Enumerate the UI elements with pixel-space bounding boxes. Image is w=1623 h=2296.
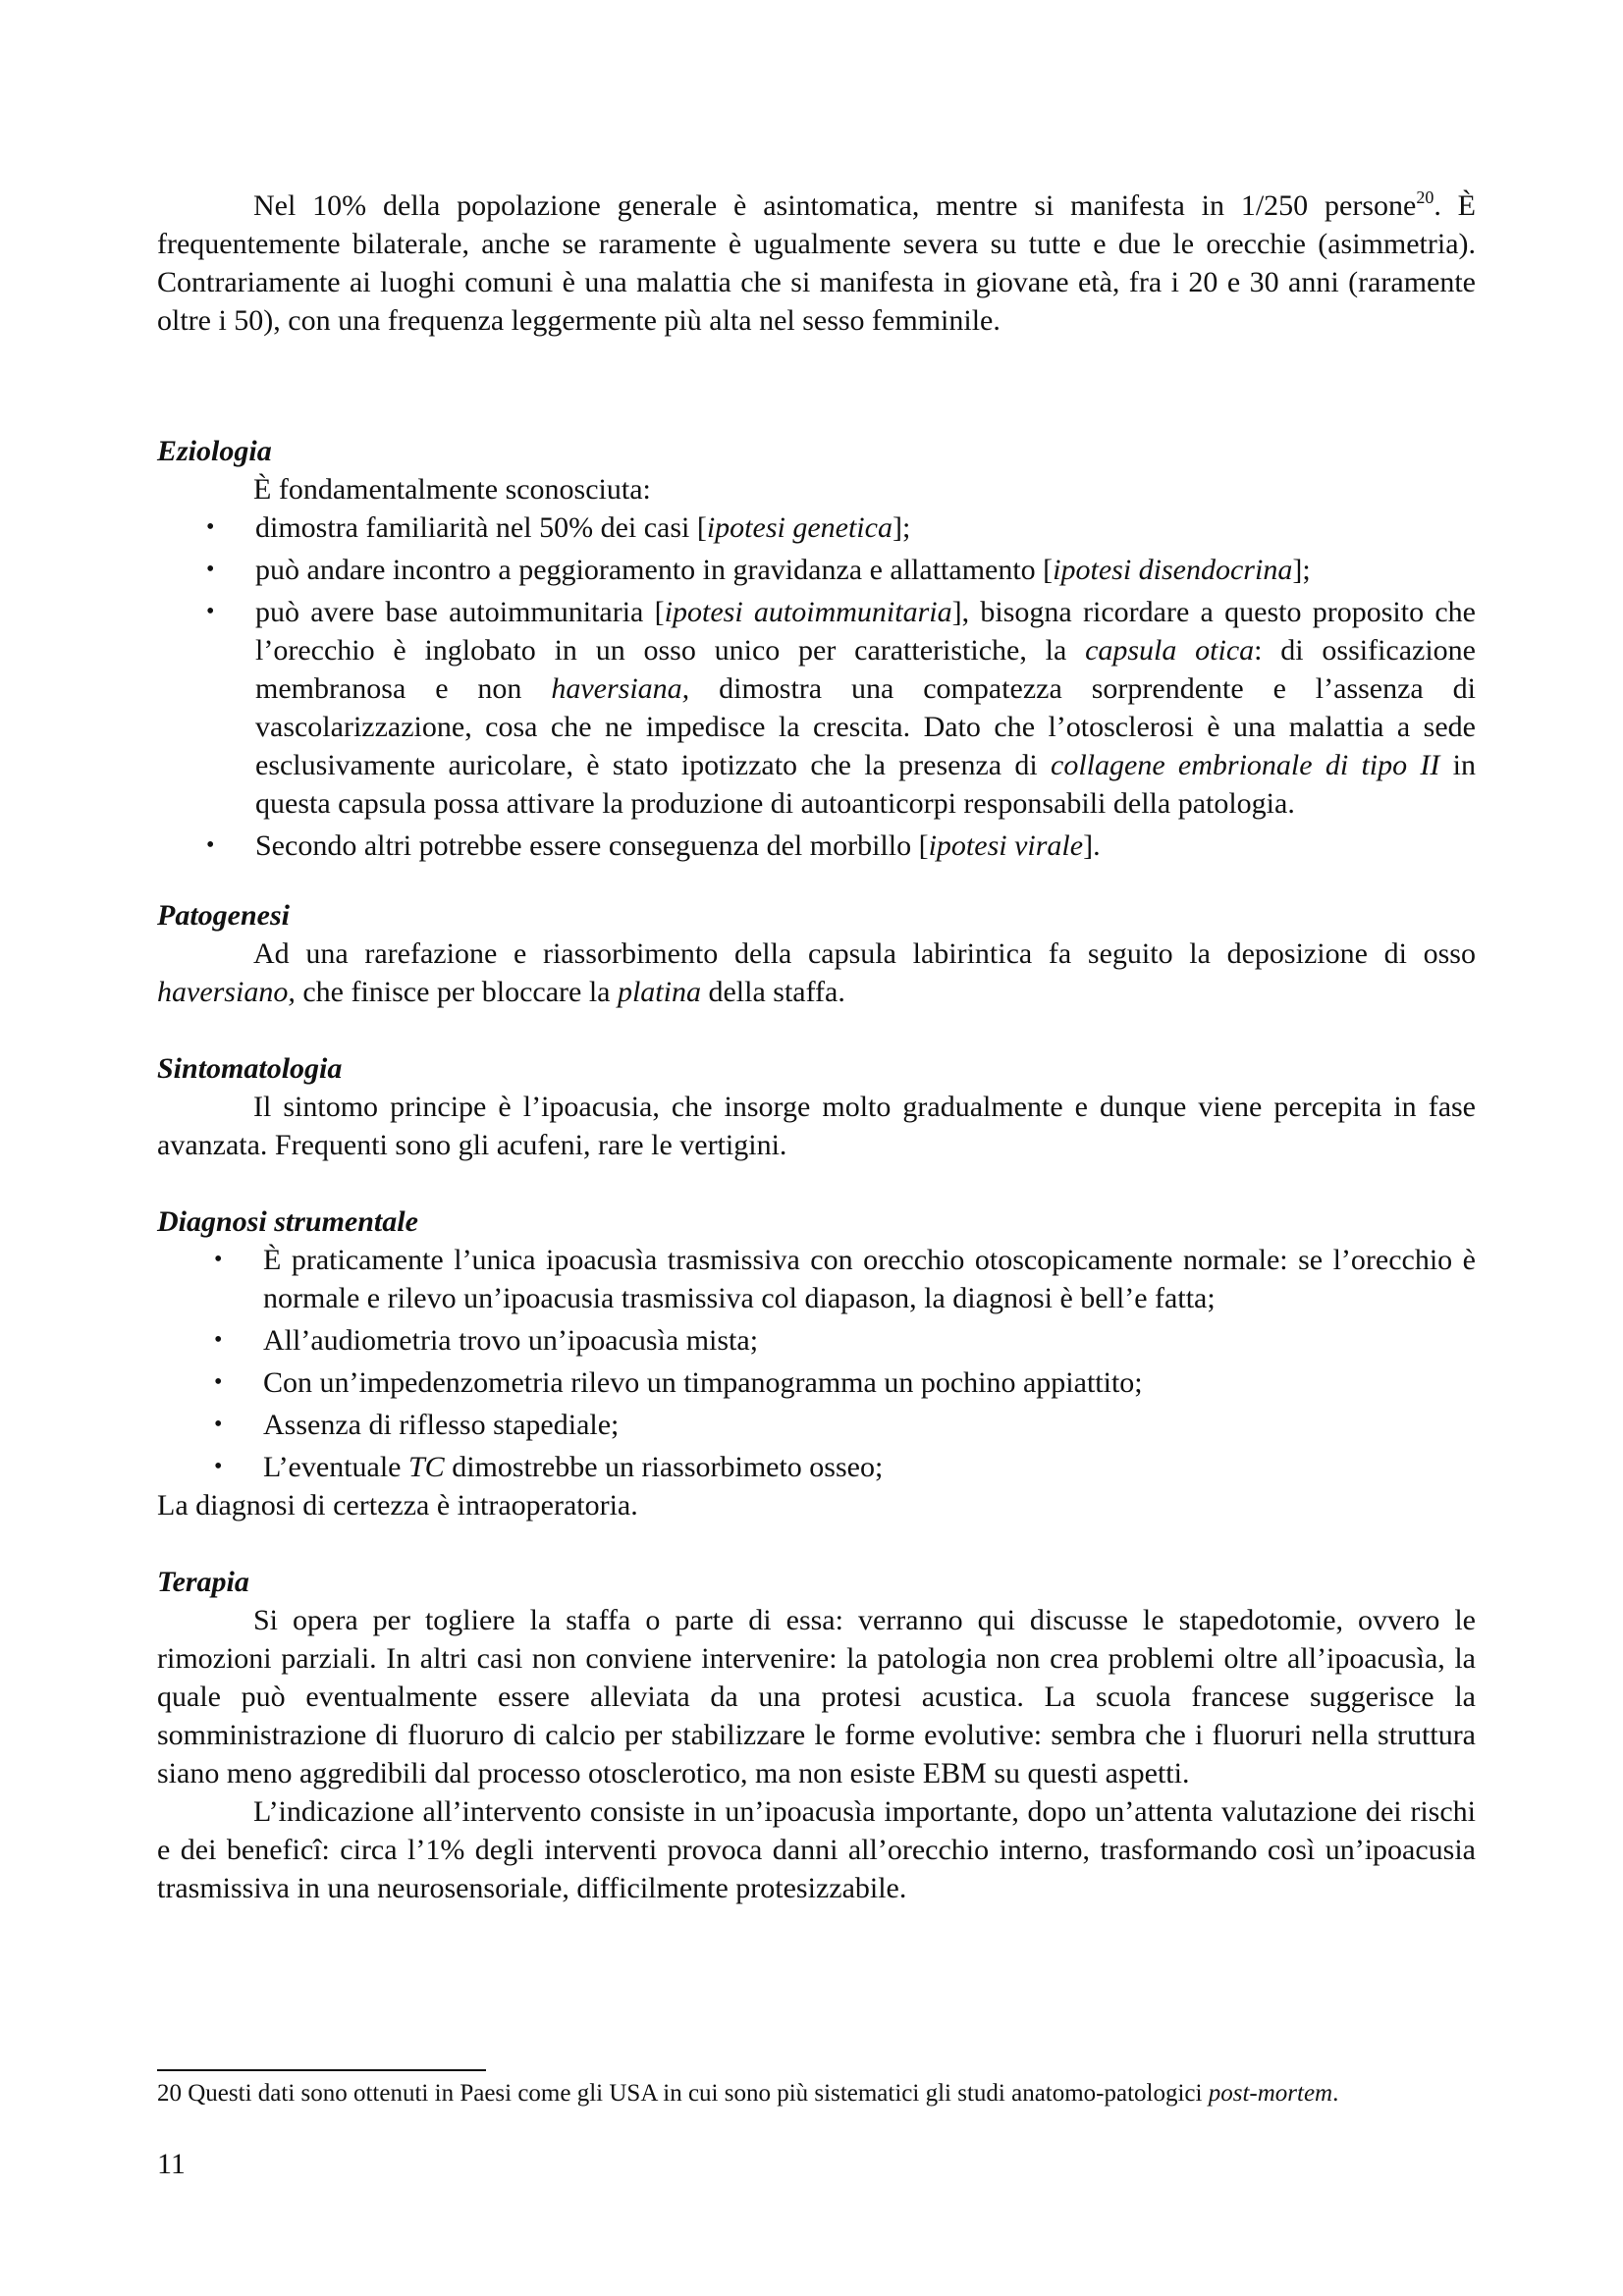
bullet-icon: • [214,1247,223,1272]
bullet-icon: • [214,1369,223,1395]
bullet-icon: • [206,514,215,540]
list-item: • Assenza di riflesso stapediale; [157,1406,1476,1444]
patogenesi-paragraph: Ad una rarefazione e riassorbimento della capsula labirintica fa seguito la deposizione di osso haversiano, che finisce per bloccare la platina della staffa. [157,937,1476,1008]
eziologia-lead: È fondamentalmente sconosciuta: [253,473,651,506]
footnote: 20 Questi dati sono ottenuti in Paesi come gli USA in cui sono più sistematici gli studi anatomo-patologici post-mortem. [157,2080,1339,2107]
list-item: • L’eventuale TC dimostrebbe un riassorbimeto osseo; [157,1448,1476,1486]
list-item: • È praticamente l’unica ipoacusìa trasmissiva con orecchio otoscopicamente normale: se l’orecchio è normale e rilevo un’ipoacusia trasmissiva col diapason, la diagnosi è bell’e fatta; [157,1241,1476,1317]
section-diagnosi [157,1202,1476,1524]
footnote-separator [157,2069,486,2071]
diagnosi-list [157,1241,1476,1486]
section-sintomatologia [157,1049,1476,1164]
list-item: • dimostra familiarità nel 50% dei casi [ipotesi genetica]; [157,508,1476,547]
body-text [157,187,1476,1907]
sintomatologia-paragraph: Il sintomo principe è l’ipoacusia, che insorge molto gradualmente e dunque viene percepita in fase avanzata. Frequenti sono gli acufeni, rare le vertigini. [157,1091,1476,1161]
section-terapia [157,1563,1476,1907]
list-item: • All’audiometria trovo un’ipoacusìa mista; [157,1321,1476,1360]
page-number: 11 [157,2148,186,2180]
bullet-icon: • [206,557,215,582]
bullet-icon: • [214,1327,223,1353]
intro-paragraph: Nel 10% della popolazione generale è asintomatica, mentre si manifesta in 1/250 persone$^{20}$. È frequentemente bilaterale, anche se raramente è ugualmente severa su tutte e due le orecchie (asimmetria). Contrariamente ai luoghi comuni è una malattia che si manifesta in giovane età, fra i 20 e 30 anni (raramente oltre i 50), con una frequenza leggermente più alta nel sesso femminile. [157,187,1477,337]
eziologia-heading: Eziologia [157,435,272,467]
list-item: • può avere base autoimmunitaria [ipotesi autoimmunitaria], bisogna ricordare a questo proposito che l’orecchio è inglobato in un osso unico per caratteristiche, la capsula otica: di ossificazione membranosa e non haversiana, dimostra una compatezza sorprendente e l’assenza di vascolarizzazione, cosa che ne impedisce la crescita. Dato che l’otosclerosi è una malattia a sede esclusivamente auricolare, è stato ipotizzato che la presenza di collagene embrionale di tipo II in questa capsula possa attivare la produzione di autoanticorpi responsabili della patologia. [157,593,1476,823]
terapia-paragraph-2: L’indicazione all’intervento consiste in un’ipoacusìa importante, dopo un’attenta valutazione dei rischi e dei beneficî: circa l’1% degli interventi provoca danni all’orecchio interno, trasformando così un’ipoacusia trasmissiva in una neurosensoriale, difficilmente protesizzabile. [157,1795,1476,1904]
list-item: • Con un’impedenzometria rilevo un timpanogramma un pochino appiattito; [157,1363,1476,1402]
section-patogenesi [157,896,1476,1011]
bullet-icon: • [214,1412,223,1437]
terapia-heading: Terapia [157,1566,249,1598]
list-item: • può andare incontro a peggioramento in gravidanza e allattamento [ipotesi disendocrina]; [157,551,1476,589]
diagnosi-heading: Diagnosi strumentale [157,1205,418,1238]
bullet-icon: • [214,1454,223,1479]
bullet-icon: • [206,832,215,858]
diagnosi-conclusion: La diagnosi di certezza è intraoperatoria. [157,1489,638,1522]
eziologia-list [157,508,1476,865]
section-eziologia [157,432,1476,865]
bullet-icon: • [206,599,215,624]
patogenesi-heading: Patogenesi [157,899,290,932]
sintomatologia-heading: Sintomatologia [157,1052,343,1085]
terapia-paragraph-1: Si opera per togliere la staffa o parte di essa: verranno qui discusse le stapedotomie, ovvero le rimozioni parziali. In altri casi non conviene intervenire: la patologia non crea problemi oltre all’ipoacusìa, la quale può eventualmente essere alleviata da una protesi acustica. La scuola francese suggerisce la somministrazione di fluoruro di calcio per stabilizzare le forme evolutive: sembra che i fluoruri nella struttura siano meno aggredibili dal processo otosclerotico, ma non esiste EBM su questi aspetti. [157,1604,1476,1789]
list-item: • Secondo altri potrebbe essere conseguenza del morbillo [ipotesi virale]. [157,827,1476,865]
footnote-ref[interactable]: 20 [1416,187,1434,207]
